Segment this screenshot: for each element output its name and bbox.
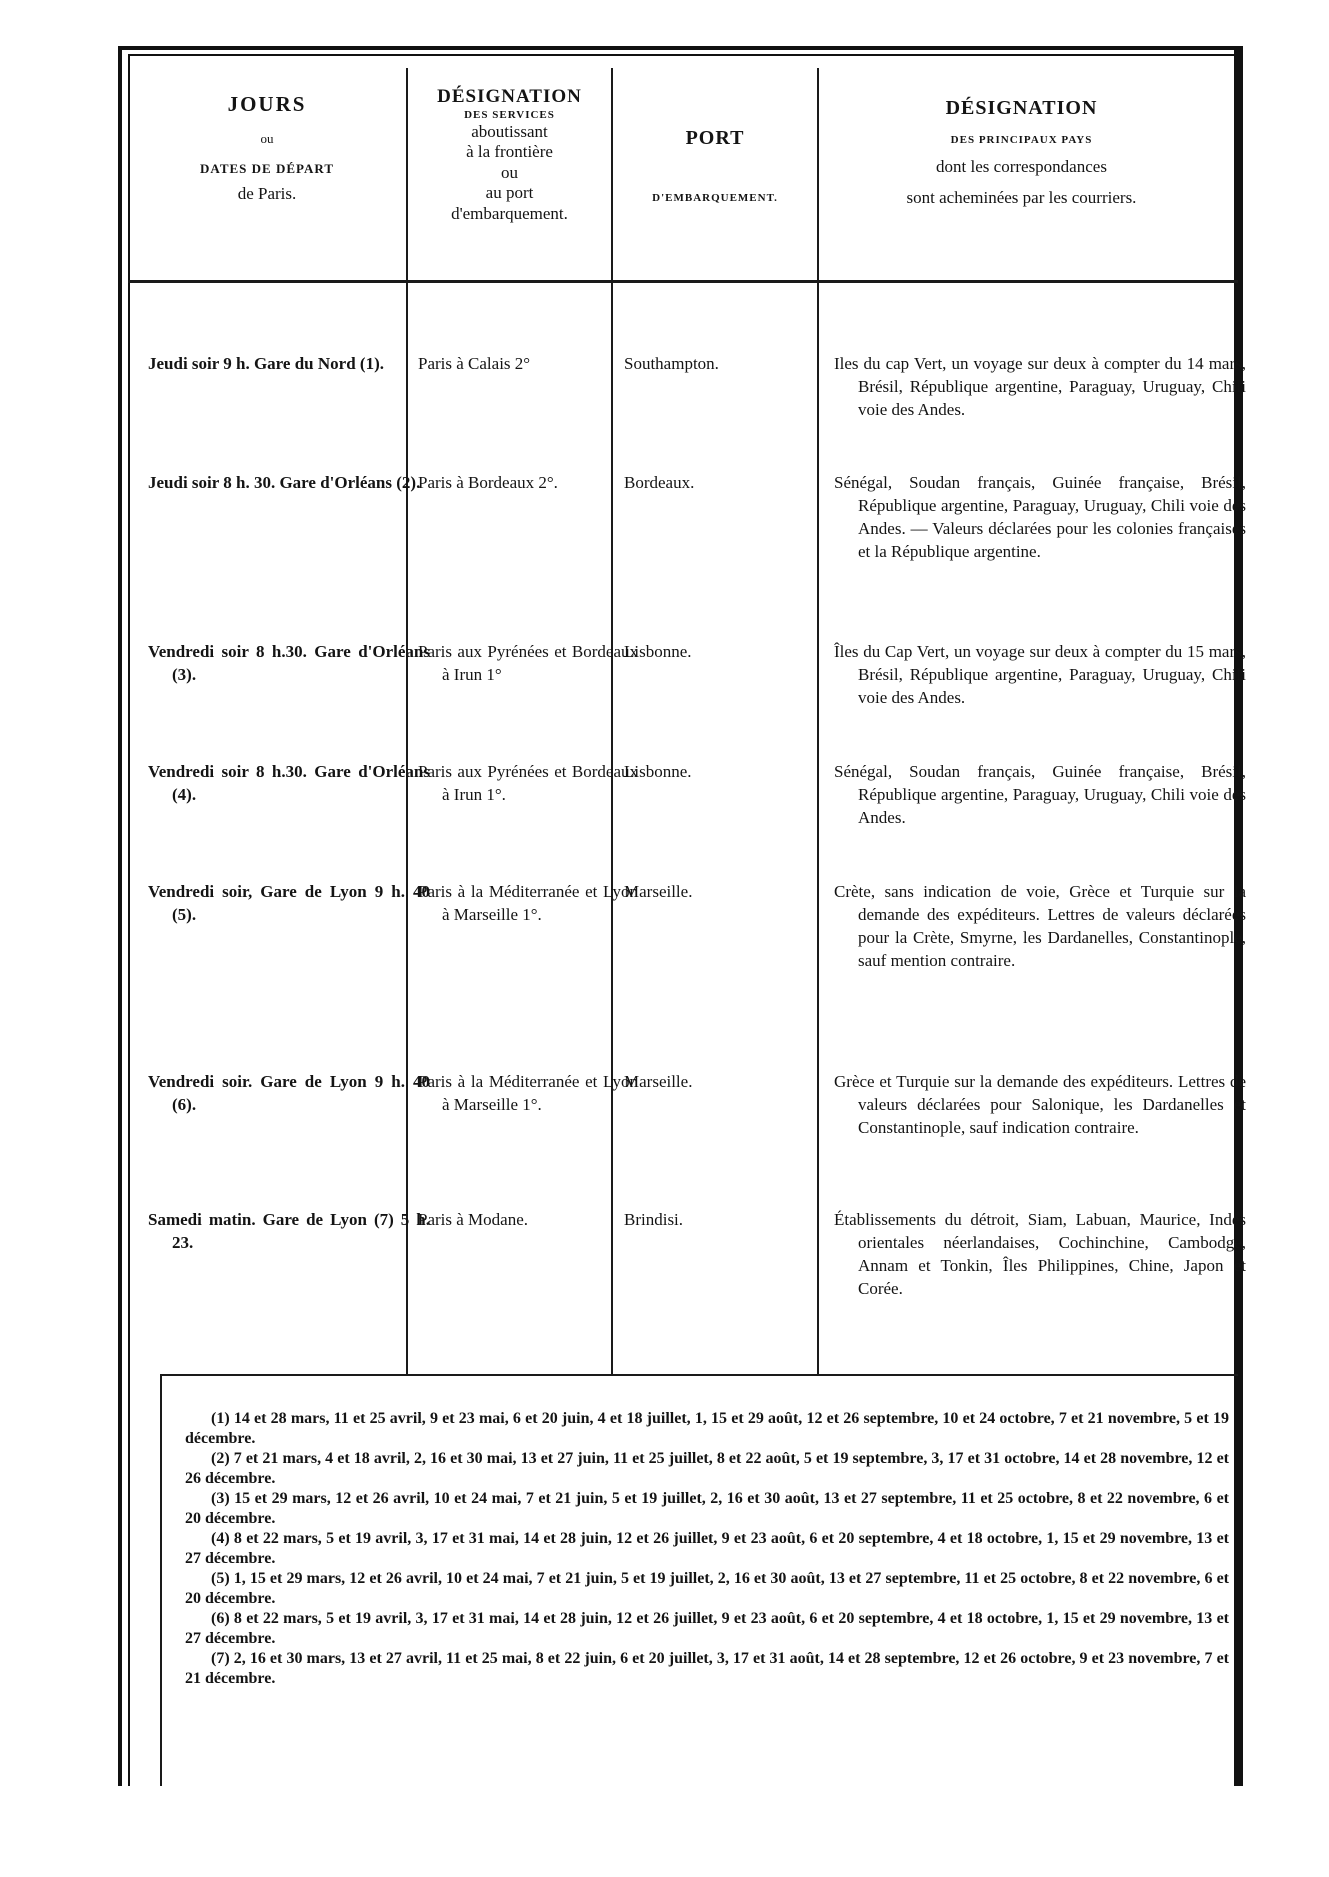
column-divider-3 (817, 68, 819, 1375)
notes-left-rule (160, 1374, 162, 1786)
column-divider-2 (611, 68, 613, 1375)
row-day: Jeudi soir 8 h. 30. Gare d'Orléans (2). (148, 473, 421, 492)
row-day: Vendredi soir. Gare de Lyon 9 h. 40 (6). (148, 1072, 430, 1114)
row-day: Samedi matin. Gare de Lyon (7) 5 h. 23. (148, 1210, 430, 1252)
row-destinations: Sénégal, Soudan français, Guinée française, Brésil, République argentine, Paraguay, Uruguay, Chili voie des Andes. (834, 762, 1246, 827)
row-day: Vendredi soir, Gare de Lyon 9 h. 40 (5). (148, 882, 430, 924)
footnote: (2) 7 et 21 mars, 4 et 18 avril, 2, 16 et 30 mai, 13 et 27 juin, 11 et 25 juillet, 8 et 22 août, 5 et 19 septembre, 3, 17 et 31 octobre, 14 et 28 novembre, 12 et 26 décembre. (185, 1450, 1229, 1487)
row-destinations: Grèce et Turquie sur la demande des expéditeurs. Lettres de valeurs déclarées pour Salonique, les Dardanelles et Constantinople, sauf indication contraire. (834, 1072, 1246, 1137)
row-service: Paris à la Méditerranée et Lyon à Marseille 1°. (418, 882, 638, 924)
header-services-line7: d'embarquement. (451, 203, 568, 223)
notes-rule (160, 1374, 1238, 1376)
footnote: (6) 8 et 22 mars, 5 et 19 avril, 3, 17 et 31 mai, 14 et 28 juin, 12 et 26 juillet, 9 et 23 août, 6 et 20 septembre, 4 et 18 octobre, 1, 15 et 29 novembre, 13 et 27 décembre. (185, 1610, 1229, 1647)
row-day: Jeudi soir 9 h. Gare du Nord (1). (148, 354, 384, 373)
row-port: Southampton. (624, 354, 719, 373)
row-service: Paris à Calais 2° (418, 354, 531, 373)
header-jours (128, 92, 406, 205)
row-port: Bordeaux. (624, 473, 695, 492)
header-services-sub: DES SERVICES (464, 108, 555, 121)
header-pays (819, 96, 1224, 208)
row-port: Marseille. (624, 882, 693, 901)
header-services-line5: ou (501, 162, 518, 182)
footnote: (4) 8 et 22 mars, 5 et 19 avril, 3, 17 et 31 mai, 14 et 28 juin, 12 et 26 juillet, 9 et 23 août, 6 et 20 septembre, 4 et 18 octobre, 1, 15 et 29 novembre, 13 et 27 décembre. (185, 1530, 1229, 1567)
row-service: Paris à Modane. (418, 1210, 529, 1229)
header-jours-dates: DATES DE DÉPART (200, 160, 334, 176)
footnotes (185, 1409, 1229, 1689)
row-destinations: Iles du cap Vert, un voyage sur deux à compter du 14 mars, Brésil, République argentine, Paraguay, Uruguay, Chili voie des Andes. (834, 354, 1246, 419)
row-service: Paris aux Pyrénées et Bordeaux à Irun 1° (418, 642, 638, 684)
header-services (408, 86, 611, 224)
header-pays-title: DÉSIGNATION (945, 97, 1098, 119)
row-port: Marseille. (624, 1072, 693, 1091)
header-jours-title: JOURS (227, 92, 307, 116)
header-jours-ou: ou (260, 131, 274, 147)
row-destinations: Établissements du détroit, Siam, Labuan, Maurice, Indes orientales néerlandaises, Cochinchine, Cambodge, Annam et Tonkin, Îles Philippines, Chine, Japon et Corée. (834, 1210, 1246, 1298)
row-port: Lisbonne. (624, 642, 692, 661)
footnote: (1) 14 et 28 mars, 11 et 25 avril, 9 et 23 mai, 6 et 20 juin, 4 et 18 juillet, 1, 15 et 29 août, 12 et 26 septembre, 10 et 24 octobre, 7 et 21 novembre, 5 et 19 décembre. (185, 1410, 1229, 1447)
footnote: (7) 2, 16 et 30 mars, 13 et 27 avril, 11 et 25 mai, 8 et 22 juin, 6 et 20 juillet, 3, 17 et 31 août, 14 et 28 septembre, 12 et 26 octobre, 9 et 23 novembre, 7 et 21 décembre. (185, 1650, 1229, 1687)
row-day: Vendredi soir 8 h.30. Gare d'Orléans (4). (148, 762, 430, 804)
footnote: (3) 15 et 29 mars, 12 et 26 avril, 10 et 24 mai, 7 et 21 juin, 5 et 19 juillet, 2, 16 et 30 août, 13 et 27 septembre, 11 et 25 octobre, 8 et 22 novembre, 6 et 20 décembre. (185, 1490, 1229, 1527)
header-port-sub: D'EMBARQUEMENT. (652, 192, 778, 204)
header-services-line3: aboutissant (471, 121, 548, 141)
row-service: Paris à Bordeaux 2°. (418, 473, 558, 492)
header-jours-paris: de Paris. (237, 184, 297, 204)
footnote: (5) 1, 15 et 29 mars, 12 et 26 avril, 10 et 24 mai, 7 et 21 juin, 5 et 19 juillet, 2, 16 et 30 août, 13 et 27 septembre, 11 et 25 octobre, 8 et 22 novembre, 6 et 20 décembre. (185, 1570, 1229, 1607)
row-destinations: Crète, sans indication de voie, Grèce et Turquie sur la demande des expéditeurs. Lettres de valeurs déclarées pour la Crète, Smyrne, les Dardanelles, Constantinople, sauf mention contraire. (834, 882, 1246, 970)
header-port (613, 126, 817, 205)
header-pays-line3: dont les correspondances (936, 157, 1107, 177)
header-services-line6: au port (485, 183, 534, 203)
header-port-title: PORT (685, 127, 745, 149)
row-day: Vendredi soir 8 h.30. Gare d'Orléans (3). (148, 642, 430, 684)
row-port: Brindisi. (624, 1210, 684, 1229)
row-destinations: Îles du Cap Vert, un voyage sur deux à compter du 15 mars, Brésil, République argentine, Paraguay, Uruguay, Chili voie des Andes. (834, 642, 1246, 707)
column-divider-1 (406, 68, 408, 1375)
row-port: Lisbonne. (624, 762, 692, 781)
header-services-title: DÉSIGNATION (437, 86, 582, 107)
header-services-line4: à la frontière (466, 142, 553, 162)
header-pays-sub: DES PRINCIPAUX PAYS (950, 134, 1093, 146)
row-destinations: Sénégal, Soudan français, Guinée française, Brésil, République argentine, Paraguay, Uruguay, Chili voie des Andes. — Valeurs déclarées pour les colonies françaises et la République argentine. (834, 473, 1246, 561)
header-pays-line4: sont acheminées par les courriers. (906, 187, 1137, 207)
row-service: Paris aux Pyrénées et Bordeaux à Irun 1°. (418, 762, 638, 804)
header-rule (128, 280, 1238, 283)
row-service: Paris à la Méditerranée et Lyon à Marseille 1°. (418, 1072, 638, 1114)
